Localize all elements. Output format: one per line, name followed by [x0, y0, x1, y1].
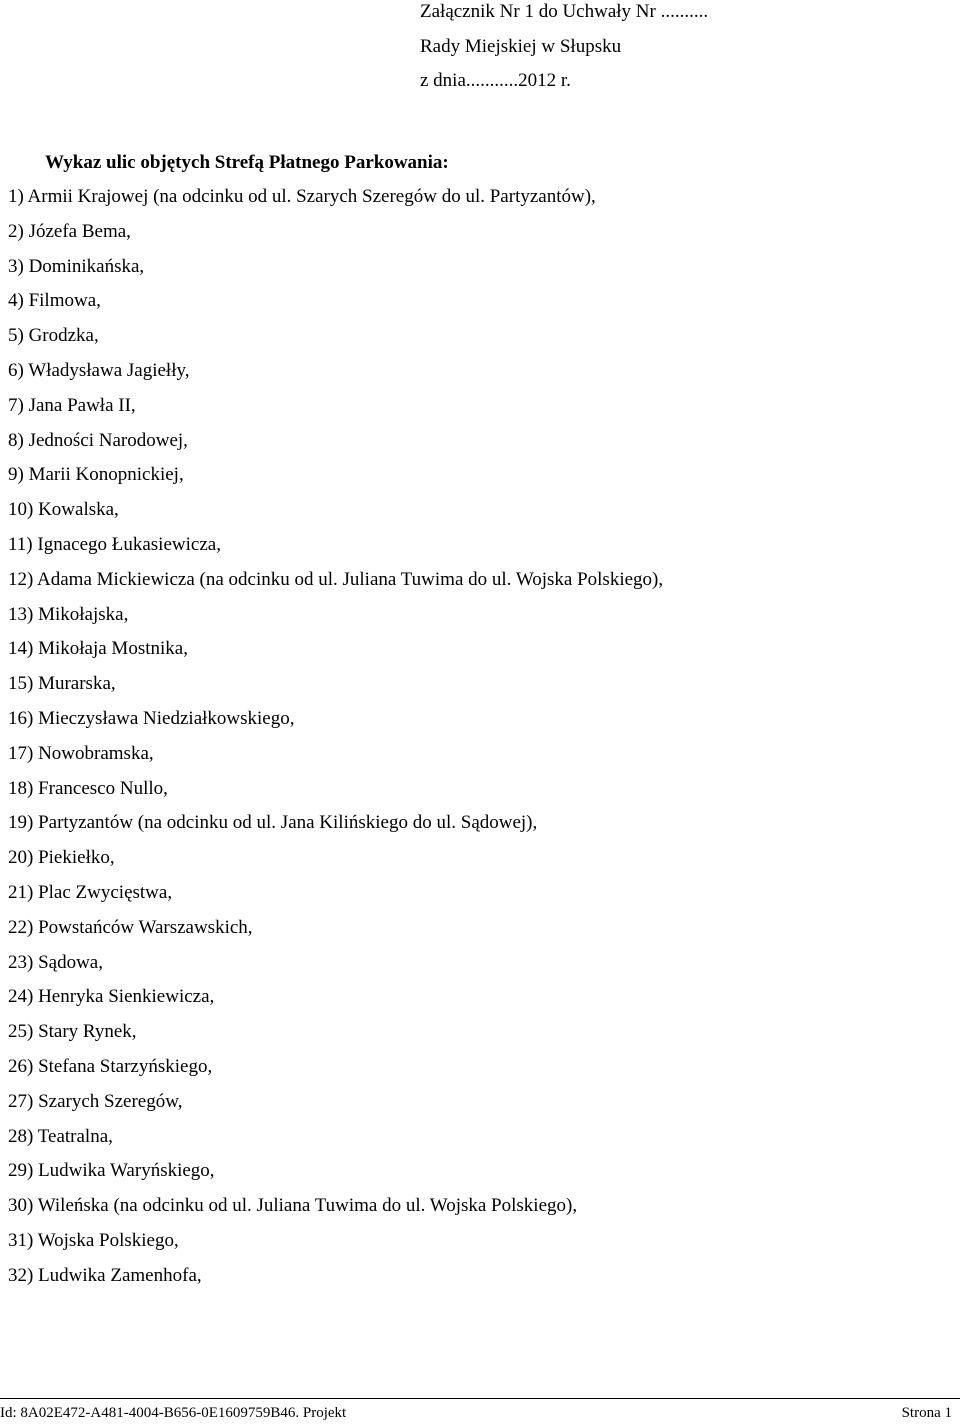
street-item: 16) Mieczysława Niedziałkowskiego, [8, 707, 295, 729]
street-item: 10) Kowalska, [8, 499, 119, 521]
street-item: 13) Mikołajska, [8, 603, 129, 625]
street-item: 6) Władysława Jagiełły, [8, 359, 190, 381]
street-item: 29) Ludwika Waryńskiego, [8, 1160, 215, 1182]
street-item: 32) Ludwika Zamenhofa, [8, 1264, 202, 1286]
street-item: 3) Dominikańska, [8, 255, 145, 277]
street-item: 14) Mikołaja Mostnika, [8, 638, 188, 660]
street-item: 21) Plac Zwycięstwa, [8, 881, 173, 903]
street-item: 18) Francesco Nullo, [8, 777, 168, 799]
street-item: 22) Powstańców Warszawskich, [8, 916, 253, 938]
street-item: 5) Grodzka, [8, 325, 99, 347]
street-item: 27) Szarych Szeregów, [8, 1090, 183, 1112]
street-item: 26) Stefana Starzyńskiego, [8, 1055, 213, 1077]
street-list [8, 184, 663, 1298]
street-item: 2) Józefa Bema, [8, 220, 131, 242]
street-item: 24) Henryka Sienkiewicza, [8, 986, 215, 1008]
footer-divider [0, 1398, 960, 1399]
street-item: 30) Wileńska (na odcinku od ul. Juliana Tuwima do ul. Wojska Polskiego), [8, 1195, 578, 1217]
document-id: Id: 8A02E472-A481-4004-B656-0E1609759B46. Projekt [0, 1405, 347, 1421]
street-item: 4) Filmowa, [8, 290, 101, 312]
street-item: 20) Piekiełko, [8, 847, 115, 869]
street-item: 1) Armii Krajowej (na odcinku od ul. Szarych Szeregów do ul. Partyzantów), [8, 186, 596, 207]
street-item: 17) Nowobramska, [8, 742, 154, 764]
list-title: Wykaz ulic objętych Strefą Płatnego Parkowania: [45, 152, 449, 173]
street-item: 23) Sądowa, [8, 951, 103, 973]
street-item: 25) Stary Rynek, [8, 1021, 137, 1043]
council-name: Rady Miejskiej w Słupsku [420, 35, 622, 57]
street-item: 31) Wojska Polskiego, [8, 1229, 179, 1251]
document-header [420, 0, 940, 103]
street-item: 15) Murarska, [8, 673, 116, 695]
annex-date: z dnia...........2012 r. [420, 70, 571, 92]
street-item: 11) Ignacego Łukasiewicza, [8, 533, 221, 555]
street-item: 7) Jana Pawła II, [8, 394, 136, 416]
street-item: 9) Marii Konopnickiej, [8, 464, 184, 486]
annex-title: Załącznik Nr 1 do Uchwały Nr .......... [420, 1, 709, 22]
street-item: 19) Partyzantów (na odcinku od ul. Jana Kilińskiego do ul. Sądowej), [8, 812, 538, 834]
page-number: Strona 1 [901, 1405, 952, 1421]
street-item: 8) Jedności Narodowej, [8, 429, 188, 451]
street-item: 12) Adama Mickiewicza (na odcinku od ul. Juliana Tuwima do ul. Wojska Polskiego), [8, 568, 664, 590]
street-item: 28) Teatralna, [8, 1125, 113, 1147]
